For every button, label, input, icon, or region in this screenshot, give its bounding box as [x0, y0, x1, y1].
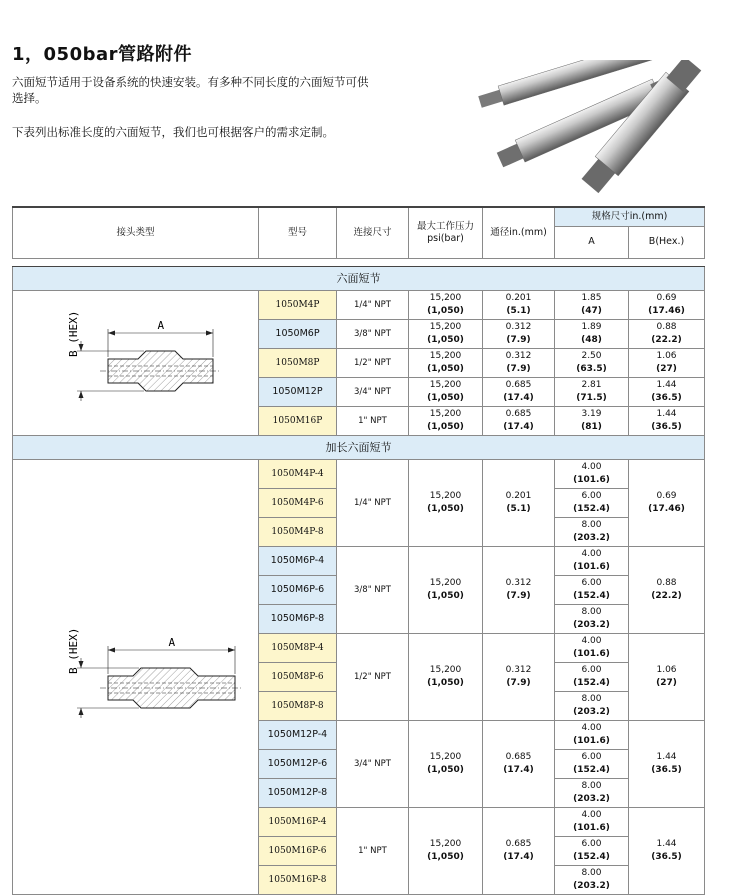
dim-a-cell [555, 662, 629, 691]
bore-cell-in: 0.685 [505, 751, 532, 762]
dim-a-cell-in: 4.00 [581, 461, 602, 472]
connection-cell: 3/8" NPT [337, 319, 409, 348]
pressure-cell-value [409, 408, 482, 434]
connection-cell: 1/4" NPT [337, 290, 409, 319]
dim-a-cell-value [555, 461, 628, 487]
dim-b-cell-in: 0.69 [656, 490, 677, 501]
dim-a-cell-value [555, 809, 628, 835]
dim-b-cell [629, 720, 705, 807]
bore-cell [483, 546, 555, 633]
pressure-cell-in: 15,200 [429, 577, 462, 588]
dimension-b-label: B (HEX) [67, 627, 80, 674]
header-pressure: 最大工作压力psi(bar) [409, 207, 483, 258]
dim-a-cell-value [555, 379, 628, 405]
header-connection: 连接尺寸 [337, 207, 409, 258]
pressure-cell [409, 319, 483, 348]
model-cell: 1050M12P [259, 377, 337, 406]
pressure-cell-value [409, 751, 482, 777]
header-type: 接头类型 [13, 207, 259, 258]
dim-a-cell [555, 546, 629, 575]
bore-cell [483, 459, 555, 546]
dim-a-cell-in: 1.89 [581, 321, 602, 332]
bore-cell-mm: (17.4) [503, 392, 534, 403]
section2-rows [13, 459, 705, 894]
connection-cell: 3/8" NPT [337, 546, 409, 633]
dim-a-cell-mm: (203.2) [573, 880, 610, 891]
dimension-a-label: A [157, 319, 165, 332]
connection-cell: 1" NPT [337, 406, 409, 435]
dim-a-cell-mm: (81) [581, 421, 602, 432]
dim-b-cell-mm: (17.46) [648, 305, 685, 316]
bore-cell-value [483, 408, 554, 434]
pressure-cell-mm: (1,050) [427, 677, 464, 688]
bore-cell-value [483, 664, 554, 690]
dim-a-cell [555, 575, 629, 604]
model-cell: 1050M4P-8 [259, 517, 337, 546]
dim-b-cell-mm: (36.5) [651, 421, 682, 432]
dim-b-cell-value [629, 379, 704, 405]
dim-a-cell [555, 807, 629, 836]
dim-a-cell-mm: (203.2) [573, 532, 610, 543]
dim-a-cell-value [555, 548, 628, 574]
dim-b-cell [629, 290, 705, 319]
dim-a-cell-mm: (152.4) [573, 851, 610, 862]
dim-b-cell-value [629, 490, 704, 516]
dim-a-cell-mm: (71.5) [576, 392, 607, 403]
dim-b-cell-value [629, 408, 704, 434]
hex-nipple-drawing-cell [13, 290, 259, 435]
dim-b-cell [629, 377, 705, 406]
dim-b-cell [629, 348, 705, 377]
dim-a-cell [555, 377, 629, 406]
dim-a-cell-mm: (101.6) [573, 474, 610, 485]
pressure-cell-in: 15,200 [429, 350, 462, 361]
dim-a-cell-mm: (203.2) [573, 793, 610, 804]
dim-b-cell-in: 1.44 [656, 408, 677, 419]
dim-b-cell-mm: (17.46) [648, 503, 685, 514]
dim-b-cell-value [629, 350, 704, 376]
model-cell: 1050M4P [259, 290, 337, 319]
intro-paragraph-1: 六面短节适用于设备系统的快速安装。有多种不同长度的六面短节可供选择。 [12, 75, 369, 105]
dimension-b-label: B (HEX) [67, 310, 80, 357]
pressure-cell-value [409, 321, 482, 347]
dim-a-cell [555, 459, 629, 488]
dim-b-cell-in: 0.88 [656, 577, 677, 588]
section-hex-nipple [13, 266, 705, 290]
section-title: 加长六面短节 [13, 435, 705, 459]
bore-cell-value [483, 490, 554, 516]
dim-b-cell-value [629, 292, 704, 318]
pressure-cell-mm: (1,050) [427, 305, 464, 316]
dim-a-cell-value [555, 490, 628, 516]
header-model: 型号 [259, 207, 337, 258]
pressure-cell [409, 377, 483, 406]
dim-a-cell [555, 319, 629, 348]
dim-a-cell-value [555, 519, 628, 545]
pressure-cell [409, 348, 483, 377]
pressure-cell-value [409, 664, 482, 690]
model-cell: 1050M6P-6 [259, 575, 337, 604]
dim-b-cell-value [629, 577, 704, 603]
dim-a-cell-mm: (152.4) [573, 503, 610, 514]
dim-a-cell-in: 8.00 [581, 519, 602, 530]
dim-a-cell-in: 6.00 [581, 751, 602, 762]
bore-cell-mm: (17.4) [503, 851, 534, 862]
dim-a-cell-value [555, 635, 628, 661]
dim-a-cell-value [555, 408, 628, 434]
dim-a-cell-in: 8.00 [581, 867, 602, 878]
dim-a-cell-value [555, 693, 628, 719]
model-cell: 1050M6P-8 [259, 604, 337, 633]
dim-a-cell-mm: (48) [581, 334, 602, 345]
spec-table [12, 206, 705, 895]
dim-a-cell-in: 2.50 [581, 350, 602, 361]
pressure-cell-mm: (1,050) [427, 421, 464, 432]
model-cell: 1050M12P-8 [259, 778, 337, 807]
pressure-cell-in: 15,200 [429, 490, 462, 501]
dim-a-cell [555, 778, 629, 807]
model-cell: 1050M8P [259, 348, 337, 377]
section1-rows [13, 290, 705, 435]
dim-b-cell [629, 807, 705, 894]
bore-cell-mm: (5.1) [506, 305, 531, 316]
model-cell: 1050M16P-4 [259, 807, 337, 836]
bore-cell-value [483, 350, 554, 376]
dim-a-cell-in: 4.00 [581, 635, 602, 646]
pressure-cell-value [409, 292, 482, 318]
connection-cell: 1/2" NPT [337, 348, 409, 377]
dim-a-cell-value [555, 780, 628, 806]
section-title: 六面短节 [13, 266, 705, 290]
bore-cell-in: 0.201 [505, 490, 532, 501]
bore-cell-value [483, 577, 554, 603]
dim-a-cell-mm: (203.2) [573, 706, 610, 717]
dim-a-cell-value [555, 606, 628, 632]
dim-b-cell-value [629, 751, 704, 777]
connection-cell: 3/4" NPT [337, 720, 409, 807]
bore-cell [483, 290, 555, 319]
pressure-cell-in: 15,200 [429, 321, 462, 332]
dim-a-cell-in: 6.00 [581, 838, 602, 849]
pressure-cell-value [409, 379, 482, 405]
dim-b-cell-mm: (27) [656, 363, 677, 374]
dim-a-cell-mm: (101.6) [573, 735, 610, 746]
dim-a-cell-in: 8.00 [581, 693, 602, 704]
dim-b-cell [629, 633, 705, 720]
model-cell: 1050M6P [259, 319, 337, 348]
bore-cell-in: 0.312 [505, 350, 532, 361]
pressure-cell-in: 15,200 [429, 751, 462, 762]
header-bore: 通径in.(mm) [483, 207, 555, 258]
pressure-cell-in: 15,200 [429, 838, 462, 849]
table-row [13, 290, 705, 319]
pressure-cell-value [409, 490, 482, 516]
section-long-hex-nipple [13, 435, 705, 459]
bore-cell-mm: (7.9) [506, 590, 531, 601]
header-dimensions: 规格尺寸in.(mm) [555, 207, 705, 226]
intro-paragraph-2: 下表列出标准长度的六面短节，我们也可根据客户的需求定制。 [12, 125, 334, 139]
bore-cell-in: 0.312 [505, 577, 532, 588]
model-cell: 1050M16P-6 [259, 836, 337, 865]
connection-cell: 1/2" NPT [337, 633, 409, 720]
dim-b-cell-in: 0.88 [656, 321, 677, 332]
bore-cell-in: 0.201 [505, 292, 532, 303]
dim-a-cell-value [555, 350, 628, 376]
dim-b-cell-value [629, 664, 704, 690]
bore-cell [483, 406, 555, 435]
dim-a-cell-in: 6.00 [581, 577, 602, 588]
bore-cell-in: 0.312 [505, 321, 532, 332]
dim-a-cell-mm: (152.4) [573, 590, 610, 601]
dim-a-cell-in: 8.00 [581, 780, 602, 791]
dim-a-cell [555, 406, 629, 435]
header-a: A [555, 226, 629, 258]
dim-b-cell-mm: (27) [656, 677, 677, 688]
bore-cell-mm: (7.9) [506, 677, 531, 688]
dim-a-cell-in: 1.85 [581, 292, 602, 303]
pressure-cell-in: 15,200 [429, 664, 462, 675]
pressure-cell [409, 290, 483, 319]
bore-cell-value [483, 838, 554, 864]
dim-b-cell-value [629, 838, 704, 864]
dimension-drawing [13, 291, 259, 431]
model-cell: 1050M16P-8 [259, 865, 337, 894]
long-hex-nipple-drawing-cell [13, 459, 259, 894]
dim-a-cell [555, 517, 629, 546]
bore-cell-value [483, 379, 554, 405]
bore-cell-in: 0.685 [505, 379, 532, 390]
pressure-cell [409, 633, 483, 720]
model-cell: 1050M8P-6 [259, 662, 337, 691]
pressure-cell [409, 459, 483, 546]
dim-b-cell-in: 0.69 [656, 292, 677, 303]
model-cell: 1050M8P-8 [259, 691, 337, 720]
bore-cell-value [483, 321, 554, 347]
dim-b-cell-mm: (22.2) [651, 590, 682, 601]
pressure-cell-mm: (1,050) [427, 851, 464, 862]
bore-cell-in: 0.312 [505, 664, 532, 675]
dim-b-cell-value [629, 321, 704, 347]
dim-a-cell-in: 4.00 [581, 722, 602, 733]
pressure-cell-mm: (1,050) [427, 503, 464, 514]
pressure-cell-value [409, 838, 482, 864]
pressure-cell [409, 546, 483, 633]
connection-cell: 3/4" NPT [337, 377, 409, 406]
dim-a-cell-mm: (101.6) [573, 648, 610, 659]
dim-a-cell-mm: (203.2) [573, 619, 610, 630]
table-row [13, 459, 705, 488]
dim-a-cell [555, 488, 629, 517]
dim-a-cell-value [555, 577, 628, 603]
dimension-drawing [13, 600, 259, 750]
dim-a-cell [555, 720, 629, 749]
pressure-cell-in: 15,200 [429, 408, 462, 419]
dim-a-cell [555, 749, 629, 778]
model-cell: 1050M8P-4 [259, 633, 337, 662]
model-cell: 1050M4P-6 [259, 488, 337, 517]
dim-b-cell-in: 1.06 [656, 664, 677, 675]
bore-cell-in: 0.685 [505, 408, 532, 419]
bore-cell-in: 0.685 [505, 838, 532, 849]
pressure-cell-mm: (1,050) [427, 334, 464, 345]
model-cell: 1050M12P-4 [259, 720, 337, 749]
dim-a-cell [555, 836, 629, 865]
dim-a-cell-value [555, 321, 628, 347]
dim-a-cell [555, 633, 629, 662]
dim-a-cell [555, 348, 629, 377]
pressure-cell [409, 406, 483, 435]
pressure-cell-mm: (1,050) [427, 363, 464, 374]
intro-text [12, 74, 372, 158]
connection-cell: 1" NPT [337, 807, 409, 894]
dim-a-cell-in: 2.81 [581, 379, 602, 390]
dim-b-cell-mm: (36.5) [651, 851, 682, 862]
bore-cell [483, 633, 555, 720]
page-title: 1，050bar管路附件 [12, 44, 193, 65]
dim-a-cell-value [555, 664, 628, 690]
dimension-a-label: A [168, 636, 176, 649]
bore-cell-value [483, 751, 554, 777]
dim-b-cell [629, 459, 705, 546]
dim-a-cell-mm: (47) [581, 305, 602, 316]
dim-a-cell-in: 6.00 [581, 490, 602, 501]
bore-cell-mm: (7.9) [506, 334, 531, 345]
pressure-cell-mm: (1,050) [427, 590, 464, 601]
dim-a-cell [555, 691, 629, 720]
bore-cell [483, 720, 555, 807]
pressure-cell-in: 15,200 [429, 379, 462, 390]
dim-a-cell-value [555, 838, 628, 864]
pressure-cell-mm: (1,050) [427, 392, 464, 403]
model-cell: 1050M12P-6 [259, 749, 337, 778]
dim-a-cell-value [555, 867, 628, 893]
dim-a-cell-in: 3.19 [581, 408, 602, 419]
bore-cell-mm: (5.1) [506, 503, 531, 514]
dim-a-cell-in: 8.00 [581, 606, 602, 617]
dim-b-cell-in: 1.44 [656, 838, 677, 849]
dim-a-cell-mm: (63.5) [576, 363, 607, 374]
dim-a-cell-value [555, 751, 628, 777]
dim-a-cell-mm: (101.6) [573, 561, 610, 572]
pressure-cell-value [409, 350, 482, 376]
model-cell: 1050M16P [259, 406, 337, 435]
bore-cell [483, 319, 555, 348]
bore-cell-value [483, 292, 554, 318]
dim-b-cell-mm: (36.5) [651, 764, 682, 775]
dim-a-cell-mm: (152.4) [573, 764, 610, 775]
pressure-cell-in: 15,200 [429, 292, 462, 303]
bore-cell [483, 377, 555, 406]
dim-b-cell-in: 1.06 [656, 350, 677, 361]
pressure-cell-value [409, 577, 482, 603]
model-cell: 1050M6P-4 [259, 546, 337, 575]
dim-a-cell [555, 604, 629, 633]
bore-cell [483, 807, 555, 894]
bore-cell [483, 348, 555, 377]
pressure-cell [409, 807, 483, 894]
product-photo [460, 60, 718, 194]
bore-cell-mm: (7.9) [506, 363, 531, 374]
dim-b-cell [629, 319, 705, 348]
dim-b-cell-in: 1.44 [656, 379, 677, 390]
bore-cell-mm: (17.4) [503, 764, 534, 775]
model-cell: 1050M4P-4 [259, 459, 337, 488]
dim-b-cell [629, 406, 705, 435]
dim-a-cell-in: 6.00 [581, 664, 602, 675]
pressure-cell [409, 720, 483, 807]
bore-cell-mm: (17.4) [503, 421, 534, 432]
dim-a-cell [555, 865, 629, 894]
pressure-cell-mm: (1,050) [427, 764, 464, 775]
dim-a-cell-value [555, 292, 628, 318]
dim-b-cell-in: 1.44 [656, 751, 677, 762]
dim-a-cell-mm: (101.6) [573, 822, 610, 833]
dim-a-cell-value [555, 722, 628, 748]
dim-b-cell-mm: (36.5) [651, 392, 682, 403]
dim-a-cell-mm: (152.4) [573, 677, 610, 688]
dim-b-cell-mm: (22.2) [651, 334, 682, 345]
dim-a-cell-in: 4.00 [581, 548, 602, 559]
dim-b-cell [629, 546, 705, 633]
connection-cell: 1/4" NPT [337, 459, 409, 546]
dim-a-cell-in: 4.00 [581, 809, 602, 820]
header-b: B(Hex.) [629, 226, 705, 258]
dim-a-cell [555, 290, 629, 319]
